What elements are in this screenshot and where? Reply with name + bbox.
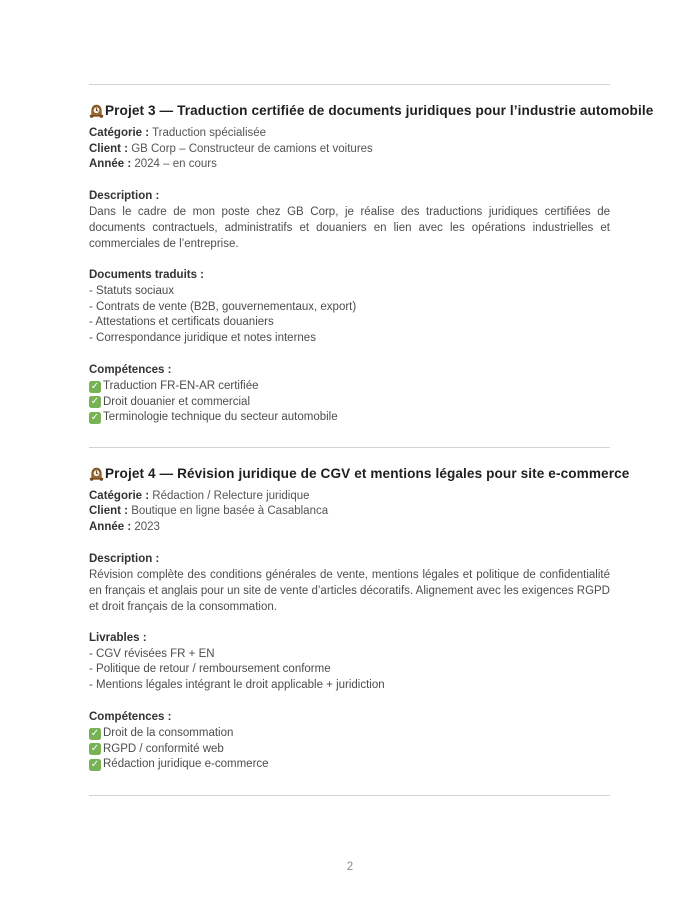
- meta-client: Client : GB Corp – Constructeur de camions et voitures: [89, 142, 373, 155]
- green-check-icon: ✓: [90, 759, 100, 771]
- project-3-meta: [89, 126, 610, 173]
- meta-category: Catégorie : Traduction spécialisée: [89, 127, 267, 139]
- skill-item: ✓ Droit douanier et commercial: [90, 395, 251, 408]
- bottom-divider: [89, 795, 610, 796]
- deliverables-list-label: Livrables :: [89, 632, 147, 645]
- skill-item: ✓ RGPD / conformité web: [90, 742, 224, 755]
- list-item: - Correspondance juridique et notes internes: [89, 331, 316, 344]
- project-4-description-block: [89, 552, 610, 616]
- middle-divider: [89, 447, 610, 448]
- skill-item: ✓ Traduction FR-EN-AR certifiée: [90, 379, 259, 392]
- list-item: - Mentions légales intégrant le droit applicable + juridiction: [89, 678, 385, 691]
- top-divider: [89, 84, 610, 85]
- skill-item: ✓ Terminologie technique du secteur automobile: [90, 411, 338, 424]
- project-3-title-text: Projet 3 — Traduction certifiée de documents juridiques pour l’industrie automobile: [105, 103, 654, 118]
- list-item: - Statuts sociaux: [89, 284, 175, 297]
- list-item: - Politique de retour / remboursement conforme: [89, 663, 331, 676]
- meta-year: Année : 2024 – en cours: [89, 158, 217, 171]
- project-4-skills: [89, 710, 610, 772]
- mantelpiece-clock-icon: [89, 466, 104, 481]
- green-check-icon: ✓: [90, 743, 100, 755]
- green-check-icon: ✓: [90, 727, 100, 739]
- documents-list-label: Documents traduits :: [89, 269, 205, 282]
- list-item: - Attestations et certificats douaniers: [89, 316, 274, 329]
- description-label: Description :: [89, 189, 160, 202]
- page-number: 2: [346, 861, 354, 873]
- project-4-title-text: Projet 4 — Révision juridique de CGV et mentions légales pour site e-commerce: [105, 465, 630, 481]
- mantelpiece-clock-icon: [89, 103, 104, 118]
- green-check-icon: ✓: [90, 380, 100, 392]
- list-item: - Contrats de vente (B2B, gouvernementaux, export): [89, 300, 357, 313]
- meta-client: Client : Boutique en ligne basée à Casablanca: [89, 505, 329, 518]
- project-4-title: [89, 464, 630, 483]
- green-check-icon: ✓: [90, 396, 100, 408]
- project-3-section: [89, 101, 654, 426]
- skills-label: Compétences :: [89, 711, 172, 724]
- skills-label: Compétences :: [89, 364, 172, 377]
- project-3-documents-list: [89, 268, 610, 346]
- meta-category: Catégorie : Rédaction / Relecture juridique: [89, 489, 310, 502]
- project-3-skills: [89, 363, 610, 425]
- skill-item: ✓ Rédaction juridique e-commerce: [90, 758, 269, 771]
- description-text: Révision complète des conditions générales de vente, mentions légales et politique de confidentialité en français et anglais pour un site de vente d’articles décoratifs. Alignement avec les exigences RGPD et droit français de la consommation.: [89, 569, 610, 614]
- project-4-meta: [89, 489, 610, 536]
- project-4-deliverables-list: [89, 631, 610, 693]
- project-3-description-block: [89, 189, 610, 253]
- skill-item: ✓ Droit de la consommation: [90, 727, 234, 740]
- description-text: Dans le cadre de mon poste chez GB Corp, je réalise des traductions juridiques certifiées de documents contractuels, administratifs et douaniers en lien avec les opérations industrielles et commerciales de l’entreprise.: [89, 206, 610, 251]
- description-label: Description :: [89, 552, 160, 565]
- meta-year: Année : 2023: [89, 520, 160, 533]
- project-3-title: [89, 101, 654, 120]
- list-item: - CGV révisées FR + EN: [89, 647, 215, 660]
- green-check-icon: ✓: [90, 411, 100, 423]
- project-4-section: [89, 464, 630, 773]
